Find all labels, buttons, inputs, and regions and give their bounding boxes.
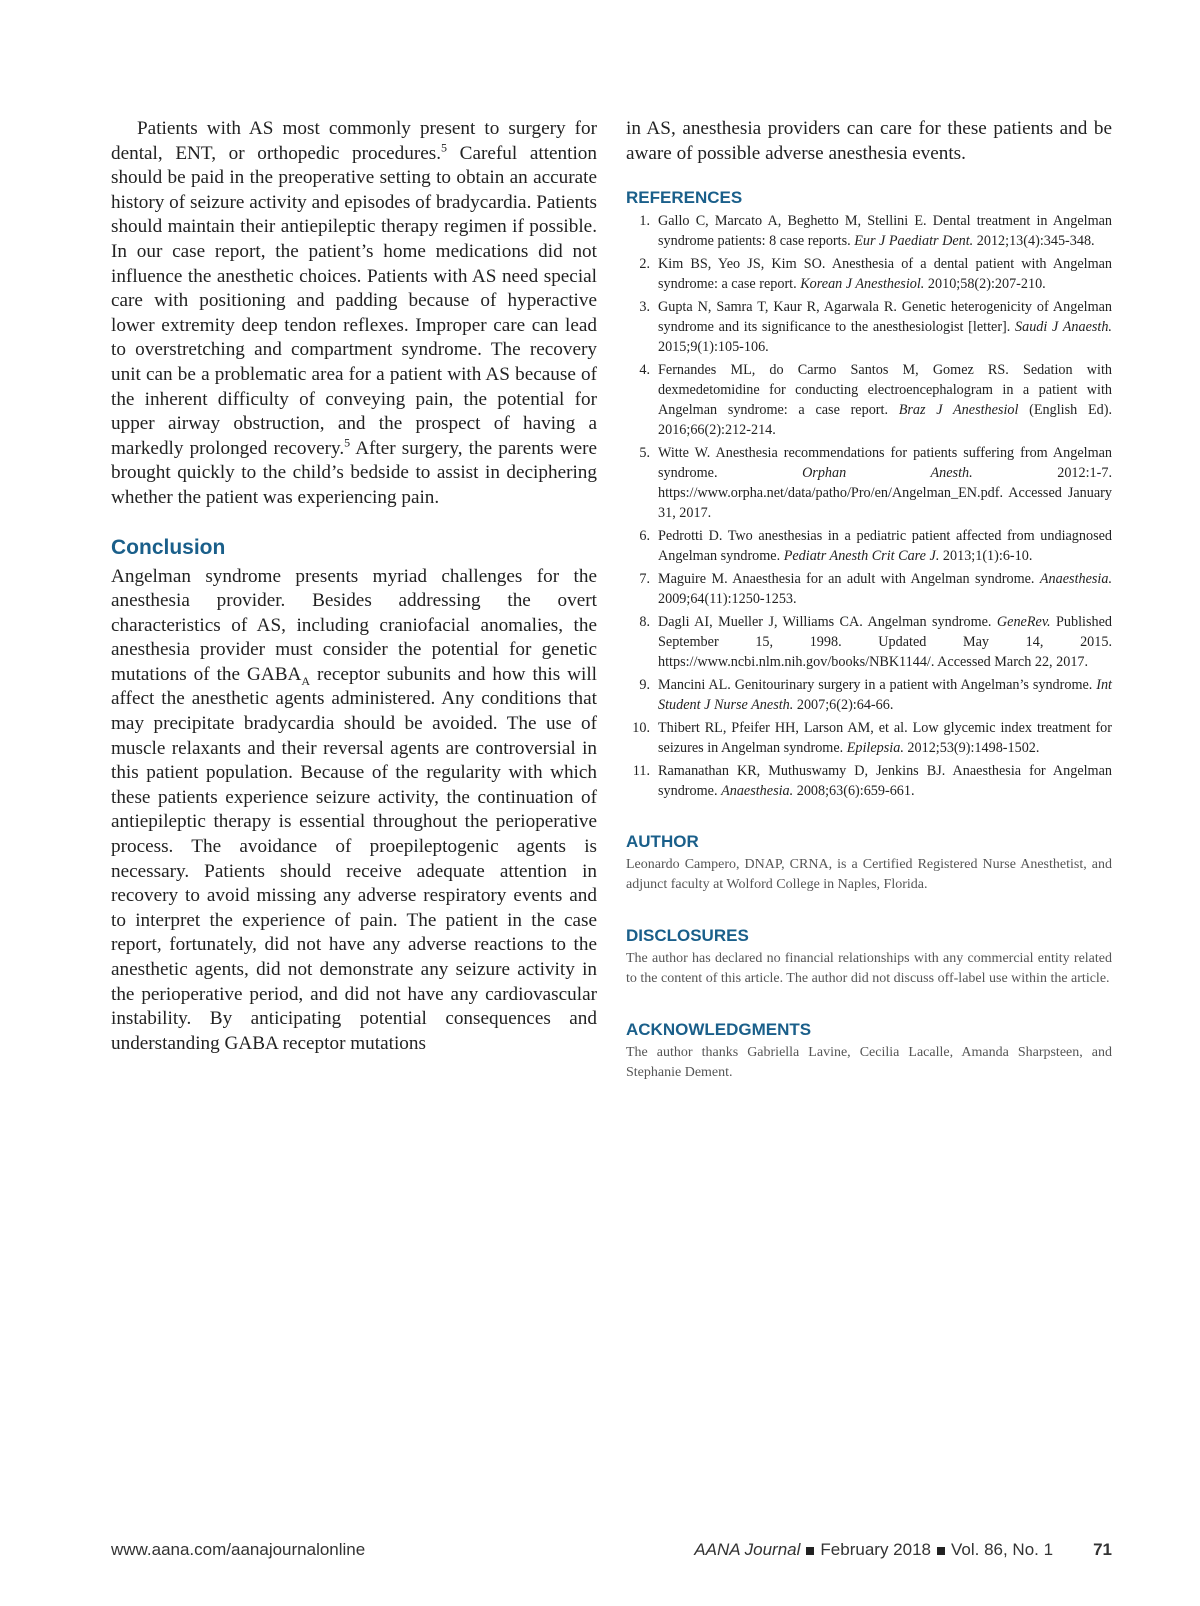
continuation-paragraph: in AS, anesthesia providers can care for these patients and be aware of possible adverse anesthesia events. <box>626 118 1112 164</box>
reference-journal: Korean J Anesthesiol. <box>800 276 925 293</box>
reference-text <box>658 211 1112 251</box>
reference-details: 2013;1(1):6-10. <box>939 548 1033 565</box>
reference-details: 2015;9(1):105-106. <box>658 339 769 356</box>
citation-superscript: 5 <box>344 435 351 450</box>
reference-number: 8. <box>639 614 650 631</box>
square-bullet-icon <box>806 1547 814 1555</box>
reference-journal: Epilepsia. <box>846 740 904 757</box>
author-bio: Leonardo Campero, DNAP, CRNA, is a Certified Registered Nurse Anesthetist, and adjunct faculty at Wolford College in Naples, Florida. <box>626 857 1112 893</box>
reference-authors-title: Gallo C, Marcato A, Beghetto M, Stellini E. Dental treatment in Angelman syndrome patients: 8 case reports. <box>658 213 1112 250</box>
reference-details: 2009;64(11):1250-1253. <box>658 591 797 608</box>
para1-text-a: Patients with AS most commonly present to surgery for dental, ENT, or orthopedic procedures. <box>111 118 597 164</box>
page-number: 71 <box>1093 1540 1112 1559</box>
reference-authors-title: Pedrotti D. Two anesthesias in a pediatric patient affected from undiagnosed Angelman syndrome. <box>658 528 1112 565</box>
reference-number: 4. <box>639 362 650 379</box>
conclusion-heading: Conclusion <box>111 535 226 559</box>
author-heading: AUTHOR <box>626 832 699 852</box>
disclosures-text: The author has declared no financial relationships with any commercial entity related to the content of this article. The author did not discuss off-label use within the article. <box>626 951 1112 987</box>
reference-list <box>626 211 1112 801</box>
body-paragraph-recovery <box>111 117 597 511</box>
reference-authors-title: Witte W. Anesthesia recommendations for patients suffering from Angelman syndrome. <box>658 445 1112 482</box>
conclusion-text-b: receptor subunits and how this will affect the anesthetic agents administered. Any conditions that may precipitate bradycardia should be avoided. The use of muscle relaxants and their reversal agents are controversial in this patient population. Because of the regularity with which these patients experience seizure activity, the continuation of antiepileptic therapy is essential throughout the perioperative process. The avoidance of proepileptogenic agents is necessary. Patients should receive adequate attention in recovery to avoid missing any adverse respiratory events and to interpret the experience of pain. The patient in the case report, fortunately, did not have any adverse reactions to the anesthetic agents, did not demonstrate any seizure activity in the perioperative period, and did not have any cardiovascular instability. By anticipating potential consequences and understanding GABA receptor mutations <box>111 663 597 1054</box>
conclusion-text-a: Angelman syndrome presents myriad challenges for the anesthesia provider. Besides addressing the overt characteristics of AS, including craniofacial anomalies, the anesthesia provider must consider the potential for genetic mutations of the GABA <box>111 565 597 685</box>
reference-item <box>626 675 1112 715</box>
reference-authors-title: Fernandes ML, do Carmo Santos M, Gomez RS. Sedation with dexmedetomidine for conducting electroencephalogram in a patient with Angelman syndrome: a case report. <box>658 362 1112 419</box>
reference-item <box>626 569 1112 609</box>
right-column <box>626 117 1112 1083</box>
reference-number: 7. <box>639 571 650 588</box>
reference-item <box>626 761 1112 801</box>
reference-number: 1. <box>639 213 650 230</box>
reference-journal: Pediatr Anesth Crit Care J. <box>783 548 940 565</box>
reference-authors-title: Ramanathan KR, Muthuswamy D, Jenkins BJ. Anaesthesia for Angelman syndrome. <box>658 763 1112 800</box>
footer-journal-name: AANA Journal <box>694 1540 801 1559</box>
reference-details: Published September 15, 1998. Updated May 14, 2015. https://www.ncbi.nlm.nih.gov/books/NBK1144/. Accessed March 22, 2017. <box>658 614 1113 671</box>
reference-details: 2012;13(4):345-348. <box>973 233 1095 250</box>
para1-text-c: After surgery, the parents were brought quickly to the child’s bedside to assist in deciphering whether the patient was experiencing pain. <box>111 437 597 508</box>
reference-item <box>626 443 1112 523</box>
acknowledgments-heading: ACKNOWLEDGMENTS <box>626 1020 812 1040</box>
reference-text <box>658 526 1112 566</box>
left-column <box>111 117 597 1056</box>
reference-number: 2. <box>639 256 650 273</box>
reference-text <box>658 254 1112 294</box>
reference-number: 5. <box>639 445 650 462</box>
reference-journal: Orphan Anesth. <box>802 465 973 482</box>
journal-url-link[interactable]: www.aana.com/aanajournalonline <box>111 1540 366 1559</box>
reference-details: 2012:1-7. https://www.orpha.net/data/patho/Pro/en/Angelman_EN.pdf. Accessed January 31, 2017. <box>658 465 1112 522</box>
footer-date: February 2018 <box>820 1540 931 1559</box>
reference-item <box>626 718 1112 758</box>
citation-superscript: 5 <box>441 140 447 155</box>
reference-details: 2008;63(6):659-661. <box>793 783 915 800</box>
footer-citation <box>694 1540 1112 1560</box>
reference-authors-title: Mancini AL. Genitourinary surgery in a patient with Angelman’s syndrome. <box>658 677 1097 694</box>
disclosures-heading: DISCLOSURES <box>626 926 749 946</box>
reference-details: (English Ed). 2016;66(2):212-214. <box>658 402 1112 439</box>
reference-journal: Anaesthesia. <box>721 783 794 800</box>
reference-text <box>658 718 1112 758</box>
reference-authors-title: Kim BS, Yeo JS, Kim SO. Anesthesia of a dental patient with Angelman syndrome: a case report. <box>658 256 1112 293</box>
reference-authors-title: Gupta N, Samra T, Kaur R, Agarwala R. Genetic heterogenicity of Angelman syndrome and its significance to the anesthesiologist [letter]. <box>658 299 1112 336</box>
square-bullet-icon <box>937 1547 945 1555</box>
reference-journal: Braz J Anesthesiol <box>898 402 1019 419</box>
footer-volume: Vol. 86, No. 1 <box>951 1540 1054 1559</box>
reference-details: 2007;6(2):64-66. <box>793 697 894 714</box>
reference-text <box>658 360 1112 440</box>
reference-journal: Saudi J Anaesth. <box>1015 319 1112 336</box>
reference-text <box>658 569 1112 609</box>
reference-journal: Anaesthesia. <box>1039 571 1112 588</box>
reference-text <box>658 443 1112 523</box>
reference-text <box>658 297 1112 357</box>
reference-text <box>658 675 1112 715</box>
reference-number: 10. <box>632 720 650 737</box>
para1-text-b: Careful attention should be paid in the preoperative setting to obtain an accurate history of seizure activity and episodes of bradycardia. Patients should maintain their antiepileptic therapy regimen if possible. In our case report, the patient’s home medications did not influence the anesthetic choices. Patients with AS need special care with positioning and padding because of hyperactive lower extremity deep tendon reflexes. Improper care can lead to overstretching and compartment syndrome. The recovery unit can be a problematic area for a patient with AS because of the inherent difficulty of conveying pain, the potential for upper airway obstruction, and the prospect of having a markedly prolonged recovery. <box>111 142 597 459</box>
reference-number: 11. <box>632 763 650 780</box>
reference-number: 9. <box>639 677 650 694</box>
reference-authors-title: Maguire M. Anaesthesia for an adult with Angelman syndrome. <box>658 571 1040 588</box>
reference-journal: Eur J Paediatr Dent. <box>854 233 974 250</box>
gaba-subscript: A <box>301 673 311 688</box>
reference-journal: GeneRev. <box>996 614 1051 631</box>
reference-text <box>658 761 1112 801</box>
reference-details: 2012;53(9):1498-1502. <box>903 740 1040 757</box>
acknowledgments-text: The author thanks Gabriella Lavine, Cecilia Lacalle, Amanda Sharpsteen, and Stephanie Dement. <box>626 1045 1112 1081</box>
reference-journal: Int Student J Nurse Anesth. <box>658 677 1112 714</box>
references-heading: REFERENCES <box>626 188 743 208</box>
reference-item <box>626 612 1112 672</box>
reference-details: 2010;58(2):207-210. <box>924 276 1046 293</box>
reference-item <box>626 254 1112 294</box>
reference-authors-title: Thibert RL, Pfeifer HH, Larson AM, et al. Low glycemic index treatment for seizures in Angelman syndrome. <box>658 720 1112 757</box>
reference-text <box>658 612 1112 672</box>
reference-item <box>626 360 1112 440</box>
reference-item <box>626 211 1112 251</box>
reference-authors-title: Dagli AI, Mueller J, Williams CA. Angelman syndrome. <box>658 614 997 631</box>
reference-item <box>626 297 1112 357</box>
reference-item <box>626 526 1112 566</box>
page-footer <box>111 1540 1112 1566</box>
conclusion-paragraph <box>111 565 597 1057</box>
reference-number: 6. <box>639 528 650 545</box>
reference-number: 3. <box>639 299 650 316</box>
